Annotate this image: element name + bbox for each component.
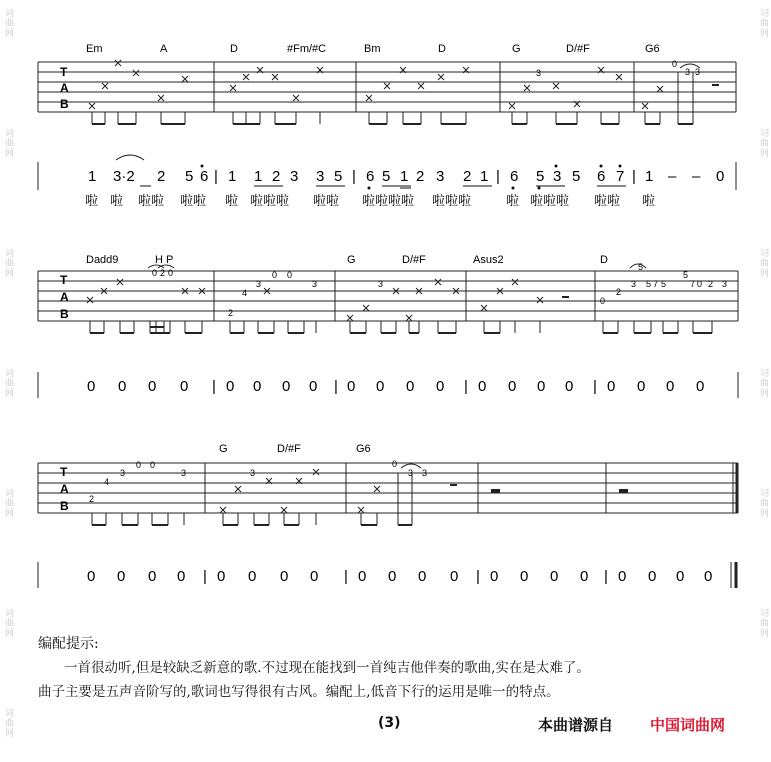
jianpu-line-1 bbox=[88, 168, 724, 185]
jianpu-barline: | bbox=[203, 568, 207, 585]
jianpu-note: 0 bbox=[309, 378, 318, 395]
jianpu-note: 0 bbox=[676, 568, 685, 585]
fret-number: 3 bbox=[256, 279, 262, 289]
jianpu-note: 0 bbox=[648, 568, 657, 585]
jianpu-note: 0 bbox=[450, 568, 459, 585]
jianpu-barline: | bbox=[212, 378, 216, 395]
chord-name: D/#F bbox=[402, 254, 426, 266]
fret-number: 3 bbox=[695, 67, 701, 77]
chord-name: #Fm/#C bbox=[287, 43, 327, 55]
lyric: 啦啦 bbox=[594, 194, 621, 209]
jianpu-note: 3 bbox=[436, 168, 445, 185]
watermark: 词曲网 bbox=[3, 488, 13, 518]
lyric: 啦啦 bbox=[138, 194, 165, 209]
fret-number: 2 bbox=[228, 308, 234, 318]
tab-clef-b: B bbox=[60, 97, 69, 111]
jianpu-note: 5 bbox=[185, 168, 194, 185]
tab-clef-2 bbox=[60, 273, 69, 321]
page-number: (3) bbox=[378, 715, 401, 731]
fret-number: 2 bbox=[708, 279, 714, 289]
chord-name: Dadd9 bbox=[86, 254, 119, 266]
lyric: 啦啦 bbox=[180, 194, 207, 209]
chord-name: A bbox=[160, 43, 168, 55]
jianpu-barline: | bbox=[352, 168, 356, 185]
tab-clef-t: T bbox=[60, 273, 68, 287]
fret-number: 0 bbox=[272, 270, 278, 280]
jianpu-note: 6 bbox=[366, 168, 375, 185]
jianpu-line-3 bbox=[87, 568, 712, 585]
jianpu-note: 0 bbox=[637, 378, 646, 395]
fret-number: 0 bbox=[152, 268, 158, 278]
jianpu-note: 1 bbox=[88, 168, 97, 185]
fret-number: 3 bbox=[631, 279, 637, 289]
tab-staff-1 bbox=[38, 62, 736, 112]
jianpu-barline: | bbox=[593, 378, 597, 395]
jianpu-note: 2 bbox=[157, 168, 166, 185]
fret-number: 3 bbox=[312, 279, 318, 289]
tab-clef-t: T bbox=[60, 465, 68, 479]
lyric: 啦啦啦 bbox=[432, 194, 472, 209]
jianpu-note: 0 bbox=[478, 378, 487, 395]
lyric: 啦啦啦 bbox=[530, 194, 570, 209]
jianpu-note: 7 bbox=[616, 168, 625, 185]
tab-clef-a: A bbox=[60, 81, 69, 95]
fret-number: 0 bbox=[168, 268, 174, 278]
fret-number: 0 bbox=[392, 459, 398, 469]
fret-number: 2 bbox=[160, 268, 166, 278]
fret-number: 2 bbox=[616, 287, 622, 297]
fret-number: 3 bbox=[250, 468, 256, 478]
jianpu-note: 0 bbox=[704, 568, 713, 585]
jianpu-note: 1 bbox=[645, 168, 654, 185]
fret-number: 3 bbox=[722, 279, 728, 289]
lyric: 啦啦啦啦 bbox=[362, 194, 415, 209]
jianpu-note: 0 bbox=[253, 378, 262, 395]
jianpu-note: 0 bbox=[607, 378, 616, 395]
jianpu-note: 0 bbox=[618, 568, 627, 585]
watermark: 词曲网 bbox=[758, 368, 768, 398]
fret-number: 0 bbox=[136, 460, 142, 470]
jianpu-note: 3 bbox=[290, 168, 299, 185]
jianpu-dash: – bbox=[692, 168, 701, 185]
jianpu-barline: | bbox=[344, 568, 348, 585]
fret-number: 3 bbox=[685, 67, 691, 77]
jianpu-line-2 bbox=[87, 378, 704, 395]
chord-names-1 bbox=[86, 43, 660, 55]
chord-name: G bbox=[219, 443, 228, 455]
chord-names-3 bbox=[219, 443, 371, 455]
chord-name: D bbox=[438, 43, 446, 55]
watermark: 词曲网 bbox=[3, 368, 13, 398]
chord-name: D bbox=[230, 43, 238, 55]
fret-number: 5 bbox=[638, 262, 644, 272]
jianpu-barline: | bbox=[632, 168, 636, 185]
lyric: 啦 bbox=[642, 194, 656, 209]
jianpu-note: 0 bbox=[226, 378, 235, 395]
jianpu-note: 2 bbox=[463, 168, 472, 185]
fret-number: 3 bbox=[536, 68, 542, 78]
jianpu-note: 0 bbox=[148, 378, 157, 395]
jianpu-note: 0 bbox=[436, 378, 445, 395]
chord-name: D bbox=[600, 254, 608, 266]
jianpu-bars-2 bbox=[38, 372, 738, 398]
jianpu-note: 2 bbox=[272, 168, 281, 185]
jianpu-note: 1 bbox=[228, 168, 237, 185]
lyric: 啦啦 bbox=[313, 194, 340, 209]
tab-fret-numbers-2 bbox=[152, 262, 727, 318]
tab-clef-a: A bbox=[60, 482, 69, 496]
jianpu-note: 0 bbox=[87, 378, 96, 395]
lyric: 啦 bbox=[506, 194, 520, 209]
jianpu-note: 0 bbox=[580, 568, 589, 585]
fret-number: 3 bbox=[408, 468, 414, 478]
watermark: 词曲网 bbox=[758, 8, 768, 38]
tab-clef-3 bbox=[60, 465, 69, 513]
jianpu-barline: | bbox=[496, 168, 500, 185]
jianpu-note: 5 bbox=[334, 168, 343, 185]
fret-number: 0 bbox=[600, 296, 606, 306]
jianpu-note: 5 bbox=[572, 168, 581, 185]
fret-number: 0 bbox=[672, 59, 678, 69]
source-site-link[interactable]: 中国词曲网 bbox=[650, 716, 726, 734]
jianpu-note: 0 bbox=[217, 568, 226, 585]
jianpu-note: 0 bbox=[565, 378, 574, 395]
jianpu-note: 0 bbox=[347, 378, 356, 395]
jianpu-note: 0 bbox=[248, 568, 257, 585]
lyric: 啦啦啦 bbox=[250, 194, 290, 209]
chord-name: Em bbox=[86, 43, 103, 55]
lyrics-1 bbox=[85, 193, 655, 209]
jianpu-note: 0 bbox=[537, 378, 546, 395]
watermark: 词曲网 bbox=[3, 128, 13, 158]
notes-line-1: 一首很动听,但是较缺乏新意的歌.不过现在能找到一首纯吉他伴奏的歌曲,实在是太难了。 bbox=[64, 660, 590, 676]
chord-name: G bbox=[347, 254, 356, 266]
notes-title: 编配提示: bbox=[38, 636, 99, 652]
jianpu-barline: | bbox=[464, 378, 468, 395]
jianpu-note: 0 bbox=[282, 378, 291, 395]
jianpu-note: 0 bbox=[508, 378, 517, 395]
fret-number: 5 bbox=[683, 270, 689, 280]
fret-number: 4 bbox=[104, 477, 110, 487]
jianpu-note: 0 bbox=[406, 378, 415, 395]
jianpu-note: 0 bbox=[148, 568, 157, 585]
fret-number: 3 bbox=[181, 468, 187, 478]
fret-number: 4 bbox=[242, 288, 248, 298]
jianpu-barline: | bbox=[214, 168, 218, 185]
jianpu-note: 3 bbox=[553, 168, 562, 185]
chord-name: D/#F bbox=[566, 43, 590, 55]
jianpu-note: 0 bbox=[418, 568, 427, 585]
tab-clef-t: T bbox=[60, 65, 68, 79]
jianpu-note: 5 bbox=[382, 168, 391, 185]
jianpu-note: 0 bbox=[520, 568, 529, 585]
jianpu-note: 6 bbox=[200, 168, 209, 185]
chord-name: Asus2 bbox=[473, 254, 504, 266]
jianpu-note: 0 bbox=[716, 168, 725, 185]
tab-staff-3 bbox=[38, 463, 738, 513]
jianpu-barline: | bbox=[604, 568, 608, 585]
tab-clef-a: A bbox=[60, 290, 69, 304]
fret-number: 7 bbox=[690, 279, 696, 289]
jianpu-note: 0 bbox=[376, 378, 385, 395]
lyric: 啦 bbox=[110, 194, 124, 209]
fret-number: 5 bbox=[646, 279, 652, 289]
fret-number: 0 bbox=[697, 279, 703, 289]
jianpu-dash: – bbox=[668, 168, 677, 185]
watermark: 词曲网 bbox=[758, 248, 768, 278]
chord-name: D/#F bbox=[277, 443, 301, 455]
jianpu-note: 0 bbox=[177, 568, 186, 585]
hammer-pull-mark: H P bbox=[155, 254, 174, 266]
fret-number: 3 bbox=[422, 468, 428, 478]
watermark: 词曲网 bbox=[3, 248, 13, 278]
tab-fret-numbers-3 bbox=[89, 459, 427, 504]
jianpu-note: 0 bbox=[696, 378, 705, 395]
watermark: 词曲网 bbox=[758, 488, 768, 518]
fret-number: 3 bbox=[378, 279, 384, 289]
notes-line-2: 曲子主要是五声音阶写的,歌词也写得很有古风。编配上,低音下行的运用是唯一的特点。 bbox=[38, 684, 560, 700]
jianpu-note: 6 bbox=[597, 168, 606, 185]
jianpu-bars-3 bbox=[38, 562, 736, 588]
lyric: 啦 bbox=[85, 194, 99, 209]
chord-name: G6 bbox=[645, 43, 660, 55]
jianpu-note: 0 bbox=[87, 568, 96, 585]
tab-clef-b: B bbox=[60, 307, 69, 321]
jianpu-note: 3·2 bbox=[113, 168, 135, 185]
fret-number: 7 bbox=[653, 279, 659, 289]
jianpu-note: 0 bbox=[118, 378, 127, 395]
fret-number: 0 bbox=[287, 270, 293, 280]
jianpu-note: 0 bbox=[358, 568, 367, 585]
fret-number: 3 bbox=[120, 468, 126, 478]
fret-number: 2 bbox=[89, 494, 95, 504]
jianpu-note: 0 bbox=[550, 568, 559, 585]
jianpu-note: 0 bbox=[180, 378, 189, 395]
chord-name: Bm bbox=[364, 43, 381, 55]
lyric: 啦 bbox=[225, 194, 239, 209]
watermark: 词曲网 bbox=[3, 708, 13, 738]
jianpu-note: 0 bbox=[388, 568, 397, 585]
jianpu-barline: | bbox=[476, 568, 480, 585]
jianpu-note: 0 bbox=[490, 568, 499, 585]
chord-names-2 bbox=[86, 254, 608, 266]
jianpu-note: 0 bbox=[117, 568, 126, 585]
jianpu-note: 5 bbox=[536, 168, 545, 185]
watermark: 词曲网 bbox=[758, 128, 768, 158]
jianpu-note: 1 bbox=[480, 168, 489, 185]
watermark: 词曲网 bbox=[758, 608, 768, 638]
watermark: 词曲网 bbox=[3, 608, 13, 638]
jianpu-note: 3 bbox=[316, 168, 325, 185]
jianpu-note: 6 bbox=[510, 168, 519, 185]
jianpu-note: 0 bbox=[280, 568, 289, 585]
jianpu-barline: | bbox=[334, 378, 338, 395]
tab-notes-2 bbox=[87, 264, 712, 333]
jianpu-note: 2 bbox=[416, 168, 425, 185]
tab-clef-b: B bbox=[60, 499, 69, 513]
chord-name: G6 bbox=[356, 443, 371, 455]
jianpu-note: 1 bbox=[400, 168, 409, 185]
jianpu-note: 0 bbox=[310, 568, 319, 585]
jianpu-note: 0 bbox=[666, 378, 675, 395]
source-label: 本曲谱源自 bbox=[538, 716, 614, 734]
fret-number: 0 bbox=[150, 460, 156, 470]
chord-name: G bbox=[512, 43, 521, 55]
fret-number: 5 bbox=[661, 279, 667, 289]
watermark: 词曲网 bbox=[3, 8, 13, 38]
jianpu-note: 1 bbox=[254, 168, 263, 185]
